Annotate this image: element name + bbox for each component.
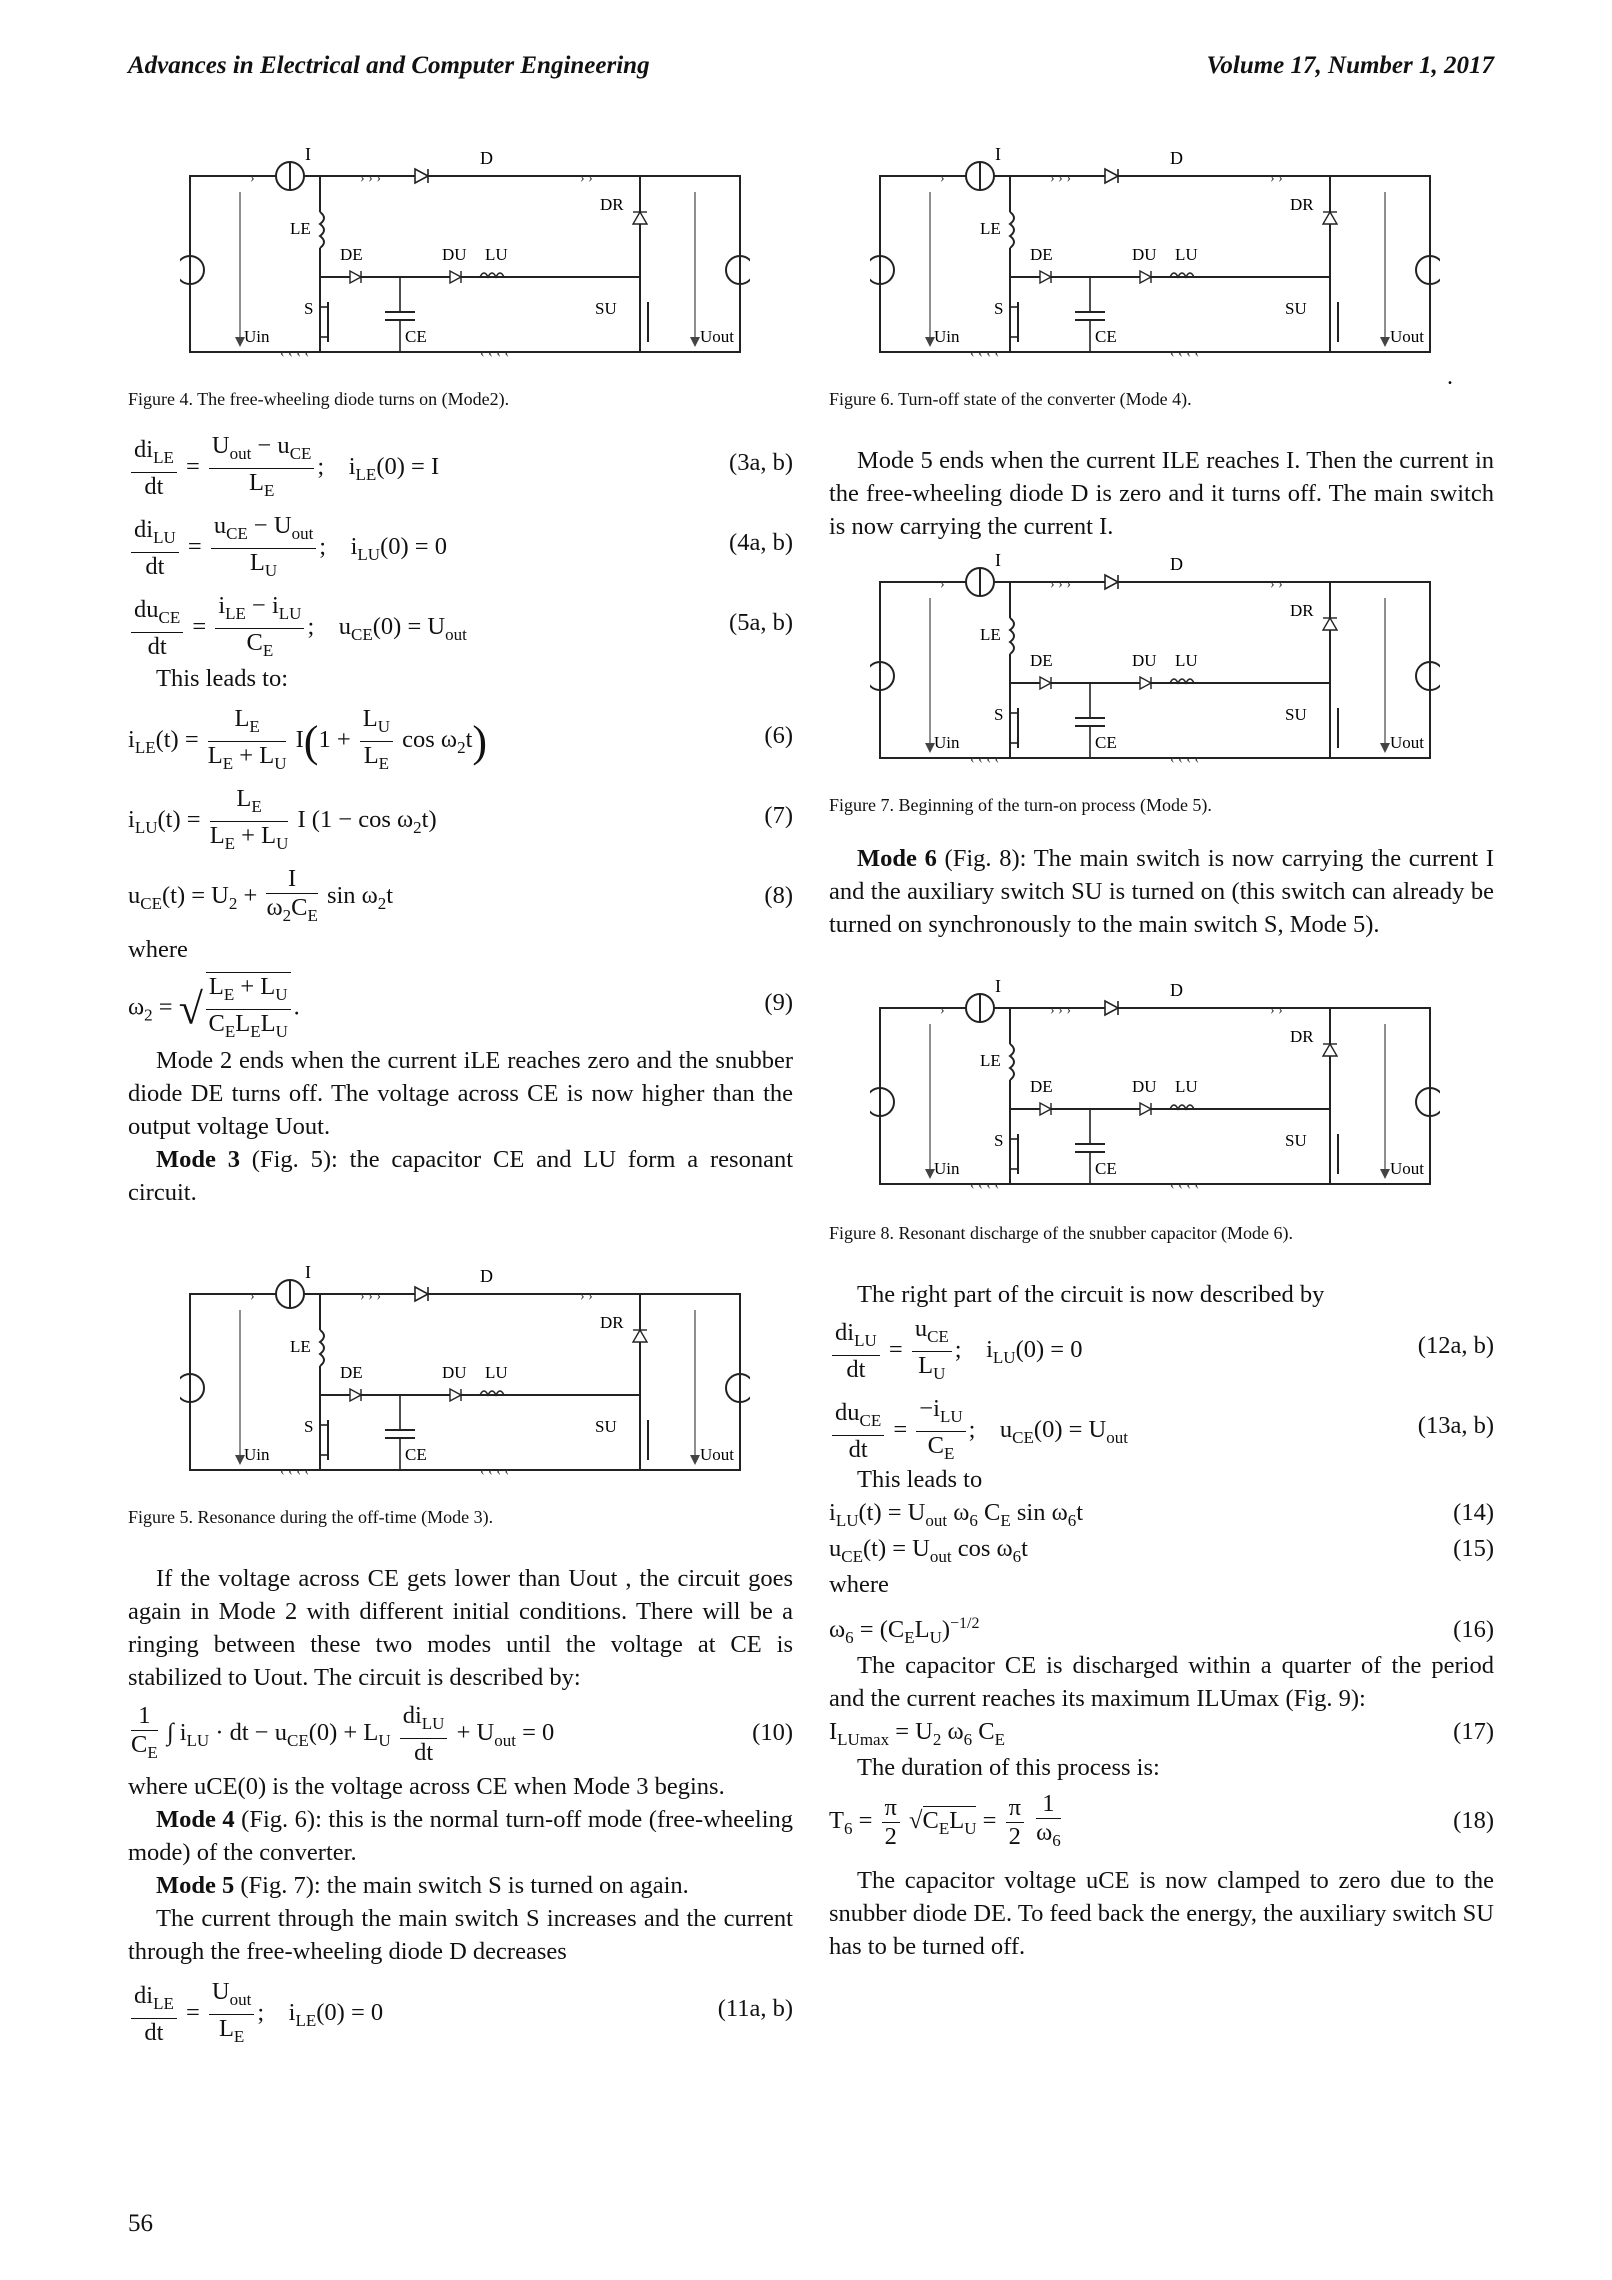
equation-11-number: (11a, b): [717, 1995, 793, 2022]
label-s: S: [994, 705, 1004, 724]
label-i: I: [995, 144, 1001, 164]
where-text-1: where: [128, 936, 188, 963]
equation-8: $u_{CE}(t) = U_2$ + $\frac{I}{\omega_2C_E}$ $\sin \omega_2t$ (8): [128, 865, 793, 925]
label-d: D: [1170, 148, 1183, 168]
clamped-paragraph: The capacitor voltage uCE is now clamped to zero due to the snubber diode DE. To feed back the energy, the auxiliary switch SU has to be turned off.: [829, 1867, 1494, 1960]
figure-6-caption: Figure 6. Turn-off state of the converter (Mode 4).: [829, 389, 1192, 409]
figure-5-caption: Figure 5. Resonance during the off-time (Mode 3).: [128, 1507, 494, 1527]
equation-11: $\frac{di_{LE}}{dt}$ = $\frac{U_{out}}{L_E}$ ; $i_{LE}(0) = 0$ (11a, b): [128, 1978, 793, 2042]
label-du: DU: [442, 1363, 467, 1382]
equation-7-number: (7): [764, 802, 793, 829]
label-su: SU: [1285, 299, 1307, 318]
equation-10-number: (10): [752, 1719, 793, 1746]
label-lu: LU: [485, 1363, 508, 1382]
ringing-paragraph: If the voltage across CE gets lower than Uout , the circuit goes again in Mode 2 with different initial conditions. There will be a ringing between these two modes until the voltage at CE is stabilized to Uout. The circuit is described by:: [128, 1565, 793, 1691]
label-uin: Uin: [934, 327, 960, 346]
equation-14-number: (14): [1453, 1499, 1494, 1526]
label-d: D: [1170, 554, 1183, 574]
label-ce: CE: [1095, 733, 1117, 752]
label-su: SU: [595, 1417, 617, 1436]
figure-6-circuit: [870, 142, 1440, 382]
label-de: DE: [340, 245, 363, 264]
mode6-title: Mode 6: [857, 845, 937, 872]
volume-info: Volume 17, Number 1, 2017: [1206, 52, 1494, 79]
label-su: SU: [595, 299, 617, 318]
label-i: I: [995, 976, 1001, 996]
mode4-paragraph: [128, 1803, 793, 1869]
equation-15: $u_{CE}(t) = U_{out}$ $\cos \omega_6t$ (15): [829, 1532, 1494, 1568]
label-i: I: [995, 550, 1001, 570]
figure-4-circuit: [180, 142, 750, 382]
duration-paragraph: The duration of this process is:: [857, 1754, 1160, 1781]
label-dr: DR: [1290, 1027, 1314, 1046]
equation-3-number: (3a, b): [729, 449, 793, 476]
label-de: DE: [340, 1363, 363, 1382]
mode3-title: Mode 3: [156, 1146, 240, 1173]
equation-4: $\frac{di_{LU}}{dt}$ = $\frac{u_{CE} - U_{out}}{L_U}$ ; $i_{LU}(0) = 0$ (4a, b): [128, 512, 793, 576]
label-ce: CE: [405, 327, 427, 346]
label-d: D: [1170, 980, 1183, 1000]
figure-5-circuit: [180, 1260, 750, 1500]
label-lu: LU: [485, 245, 508, 264]
mode6-text: (Fig. 8): The main switch is now carrying the current I and the auxiliary switch SU is turned on (this switch can already be turned on synchronously to the main switch S, Mode 5).: [829, 845, 1495, 938]
label-uout: Uout: [1390, 327, 1424, 346]
equation-14: $i_{LU}(t) = U_{out}$ $\omega_6$ $C_E$ $\sin \omega_6t$ (14): [829, 1496, 1494, 1532]
label-uin: Uin: [244, 1445, 270, 1464]
page-number: 56: [128, 2210, 153, 2237]
label-de: DE: [1030, 651, 1053, 670]
mode5-paragraph: [128, 1869, 793, 1902]
mode3-text: (Fig. 5): the capacitor CE and LU form a resonant circuit.: [128, 1146, 793, 1206]
current-paragraph: The current through the main switch S increases and the current through the free-wheeling diode D decreases: [128, 1905, 793, 1965]
discharged-paragraph: The capacitor CE is discharged within a quarter of the period and the current reaches its maximum ILUmax (Fig. 9):: [829, 1652, 1494, 1712]
equation-17: $I_{LUmax} = U_2$ $\omega_6$ $C_E$ (17): [829, 1715, 1494, 1751]
equation-12-number: (12a, b): [1417, 1332, 1494, 1359]
label-s: S: [994, 1131, 1004, 1150]
figure-8-circuit: [870, 974, 1440, 1214]
label-uout: Uout: [700, 1445, 734, 1464]
equation-13-number: (13a, b): [1417, 1412, 1494, 1439]
label-uin: Uin: [934, 733, 960, 752]
label-su: SU: [1285, 1131, 1307, 1150]
label-ce: CE: [405, 1445, 427, 1464]
equation-4-number: (4a, b): [729, 529, 793, 556]
label-s: S: [304, 299, 314, 318]
stray-dot: .: [1447, 364, 1453, 390]
equation-5-number: (5a, b): [729, 609, 793, 636]
label-uout: Uout: [1390, 1159, 1424, 1178]
mode4-title: Mode 4: [156, 1806, 235, 1833]
equation-6-number: (6): [764, 722, 793, 749]
label-du: DU: [1132, 1077, 1157, 1096]
where-uce-paragraph: where uCE(0) is the voltage across CE when Mode 3 begins.: [128, 1773, 725, 1800]
equation-7: $i_{LU}(t)$ = $\frac{L_E}{L_E + L_U}$ I $(1 - \cos \omega_2t)$ (7): [128, 785, 793, 853]
right-part-paragraph: The right part of the circuit is now described by: [857, 1281, 1325, 1308]
figure-7-caption: Figure 7. Beginning of the turn-on process (Mode 5).: [829, 795, 1212, 815]
equation-5: $\frac{du_{CE}}{dt}$ = $\frac{i_{LE} - i_{LU}}{C_E}$ ; $u_{CE}(0) = U_{out}$ (5a, b): [128, 592, 793, 656]
label-le: LE: [290, 219, 311, 238]
equation-12: $\frac{di_{LU}}{dt}$ = $\frac{u_{CE}}{L_U}$ ; $i_{LU}(0) = 0$ (12a, b): [829, 1315, 1494, 1379]
label-d: D: [480, 1266, 493, 1286]
label-uin: Uin: [244, 327, 270, 346]
equation-16: $\omega_6 = (C_EL_U)^{-1/2}$ (16): [829, 1615, 1494, 1648]
label-de: DE: [1030, 245, 1053, 264]
label-le: LE: [290, 1337, 311, 1356]
equation-13: $\frac{du_{CE}}{dt}$ = $\frac{-i_{LU}}{C_E}$ ; $u_{CE}(0) = U_{out}$ (13a, b): [829, 1395, 1494, 1459]
label-lu: LU: [1175, 1077, 1198, 1096]
label-du: DU: [1132, 245, 1157, 264]
label-s: S: [304, 1417, 314, 1436]
label-ce: CE: [1095, 1159, 1117, 1178]
equation-18-number: (18): [1453, 1807, 1494, 1834]
equation-10: $\frac{1}{C_E}$ ∫ $i_{LU}$ · dt − $u_{CE}(0) + L_U$ $\frac{di_{LU}}{dt}$ + $U_{out} = 0$ (10): [131, 1702, 793, 1766]
equation-18: $T_6$ = $\frac{\pi}{2}$ $√C_EL_U$ = $\frac{\pi}{2}$ $\frac{1}{\omega_6}$ (18): [829, 1790, 1494, 1850]
label-du: DU: [1132, 651, 1157, 670]
label-uin: Uin: [934, 1159, 960, 1178]
label-dr: DR: [1290, 195, 1314, 214]
figure-7-circuit: [870, 548, 1440, 788]
equation-9-number: (9): [764, 989, 793, 1016]
label-lu: LU: [1175, 245, 1198, 264]
equation-15-number: (15): [1453, 1535, 1494, 1562]
mode5-title: Mode 5: [156, 1872, 235, 1899]
label-dr: DR: [600, 1313, 624, 1332]
label-le: LE: [980, 625, 1001, 644]
label-le: LE: [980, 1051, 1001, 1070]
mode3-paragraph: [128, 1143, 793, 1209]
label-i: I: [305, 1262, 311, 1282]
leads-to-text-2: This leads to: [857, 1466, 983, 1493]
mode5-end-paragraph: Mode 5 ends when the current ILE reaches I. Then the current in the free-wheeling diode D is zero and it turns off. The main switch is now carrying the current I.: [829, 447, 1494, 540]
label-uout: Uout: [700, 327, 734, 346]
equation-17-number: (17): [1453, 1718, 1494, 1745]
label-su: SU: [1285, 705, 1307, 724]
label-dr: DR: [600, 195, 624, 214]
equation-16-number: (16): [1453, 1616, 1494, 1643]
equation-9: $\omega_2$ = √ $\frac{L_E + L_U}{C_EL_EL_U}$ . (9): [128, 972, 793, 1036]
figure-4-caption: Figure 4. The free-wheeling diode turns on (Mode2).: [128, 389, 510, 409]
journal-title: Advances in Electrical and Computer Engineering: [128, 52, 650, 79]
leads-to-text: This leads to:: [156, 665, 289, 692]
label-lu: LU: [1175, 651, 1198, 670]
equation-3: $\frac{di_{LE}}{dt}$ = $\frac{U_{out} - u_{CE}}{L_E}$ ; $i_{LE}(0) = I$ (3a, b): [128, 432, 793, 496]
equation-6: $i_{LE}(t)$ = $\frac{L_E}{L_E + L_U}$ I(1 + $\frac{L_U}{L_E}$ $\cos \omega_2t$) (6): [128, 705, 793, 773]
label-d: D: [480, 148, 493, 168]
label-de: DE: [1030, 1077, 1053, 1096]
mode6-paragraph: [829, 842, 1494, 941]
equation-8-number: (8): [764, 882, 793, 909]
figure-8-caption: Figure 8. Resonant discharge of the snubber capacitor (Mode 6).: [829, 1223, 1294, 1243]
label-ce: CE: [1095, 327, 1117, 346]
where-text-2: where: [829, 1571, 889, 1598]
label-uout: Uout: [1390, 733, 1424, 752]
label-dr: DR: [1290, 601, 1314, 620]
label-le: LE: [980, 219, 1001, 238]
mode5-text: (Fig. 7): the main switch S is turned on again.: [234, 1872, 689, 1899]
label-i: I: [305, 144, 311, 164]
mode2-end-paragraph: Mode 2 ends when the current iLE reaches zero and the snubber diode DE turns off. The voltage across CE is now higher than the output voltage Uout.: [128, 1047, 793, 1140]
label-s: S: [994, 299, 1004, 318]
label-du: DU: [442, 245, 467, 264]
mode4-text: (Fig. 6): this is the normal turn-off mode (free-wheeling mode) of the converter.: [128, 1806, 793, 1866]
